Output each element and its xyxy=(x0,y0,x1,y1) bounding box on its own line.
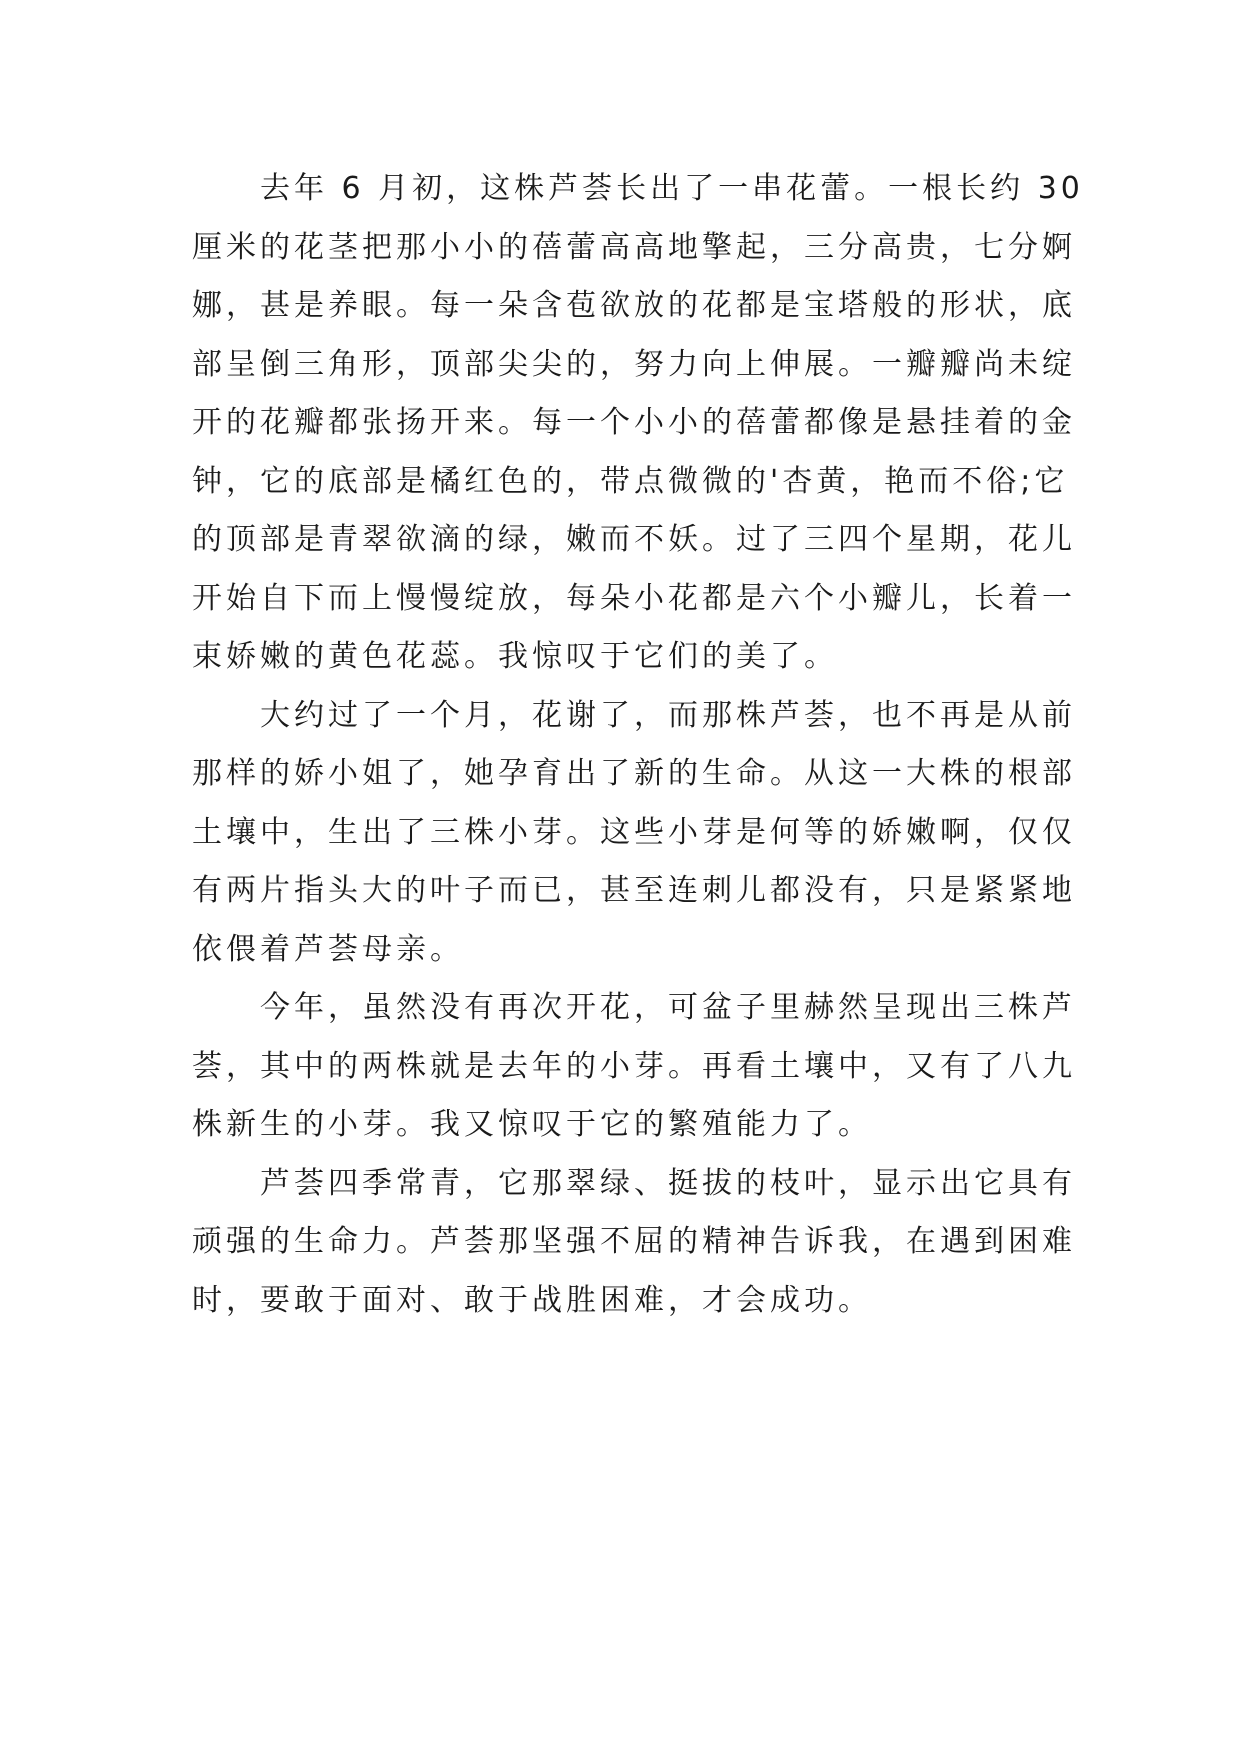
text-line: 顽强的生命力。芦荟那坚强不屈的精神告诉我，在遇到困难 xyxy=(192,1224,1076,1259)
text-line: 荟，其中的两株就是去年的小芽。再看土壤中，又有了八九 xyxy=(192,1048,1076,1084)
essay-body xyxy=(192,160,1084,1330)
text-line: 时，要敢于面对、敢于战胜困难，才会成功。 xyxy=(192,1282,872,1318)
text-line: 的顶部是青翠欲滴的绿，嫩而不妖。过了三四个星期，花儿 xyxy=(192,522,1076,557)
text-line: 有两片指头大的叶子而已，甚至连刺儿都没有，只是紧紧地 xyxy=(192,873,1076,908)
text-line: 土壤中，生出了三株小芽。这些小芽是何等的娇嫩啊，仅仅 xyxy=(192,814,1076,850)
text-line: 娜，甚是养眼。每一朵含苞欲放的花都是宝塔般的形状，底 xyxy=(192,288,1076,323)
paragraph-new-sprouts xyxy=(192,687,1076,980)
text-line: 厘米的花茎把那小小的蓓蕾高高地擎起，三分高贵，七分婀 xyxy=(192,229,1076,265)
text-line: 那样的娇小姐了，她孕育出了新的生命。从这一大株的根部 xyxy=(192,756,1076,791)
text-line: 今年，虽然没有再次开花，可盆子里赫然呈现出三株芦 xyxy=(260,990,1076,1025)
text-line: 依偎着芦荟母亲。 xyxy=(192,931,464,967)
paragraph-aloe-flowering xyxy=(192,160,1084,687)
text-line: 去年 6 月初，这株芦荟长出了一串花蕾。一根长约 30 xyxy=(260,171,1084,206)
text-line: 株新生的小芽。我又惊叹于它的繁殖能力了。 xyxy=(192,1107,872,1142)
text-line: 开始自下而上慢慢绽放，每朵小花都是六个小瓣儿，长着一 xyxy=(192,580,1076,616)
text-line: 束娇嫩的黄色花蕊。我惊叹于它们的美了。 xyxy=(192,639,838,674)
text-line: 钟，它的底部是橘红色的，带点微微的'杏黄，艳而不俗;它 xyxy=(192,463,1069,499)
text-line: 开的花瓣都张扬开来。每一个小小的蓓蕾都像是悬挂着的金 xyxy=(192,405,1076,440)
text-line: 芦荟四季常青，它那翠绿、挺拔的枝叶，显示出它具有 xyxy=(260,1165,1076,1201)
text-line: 大约过了一个月，花谢了，而那株芦荟，也不再是从前 xyxy=(260,697,1076,733)
paragraph-conclusion xyxy=(192,1155,1076,1331)
text-line: 部呈倒三角形，顶部尖尖的，努力向上伸展。一瓣瓣尚未绽 xyxy=(192,346,1076,382)
paragraph-this-year xyxy=(192,979,1076,1155)
